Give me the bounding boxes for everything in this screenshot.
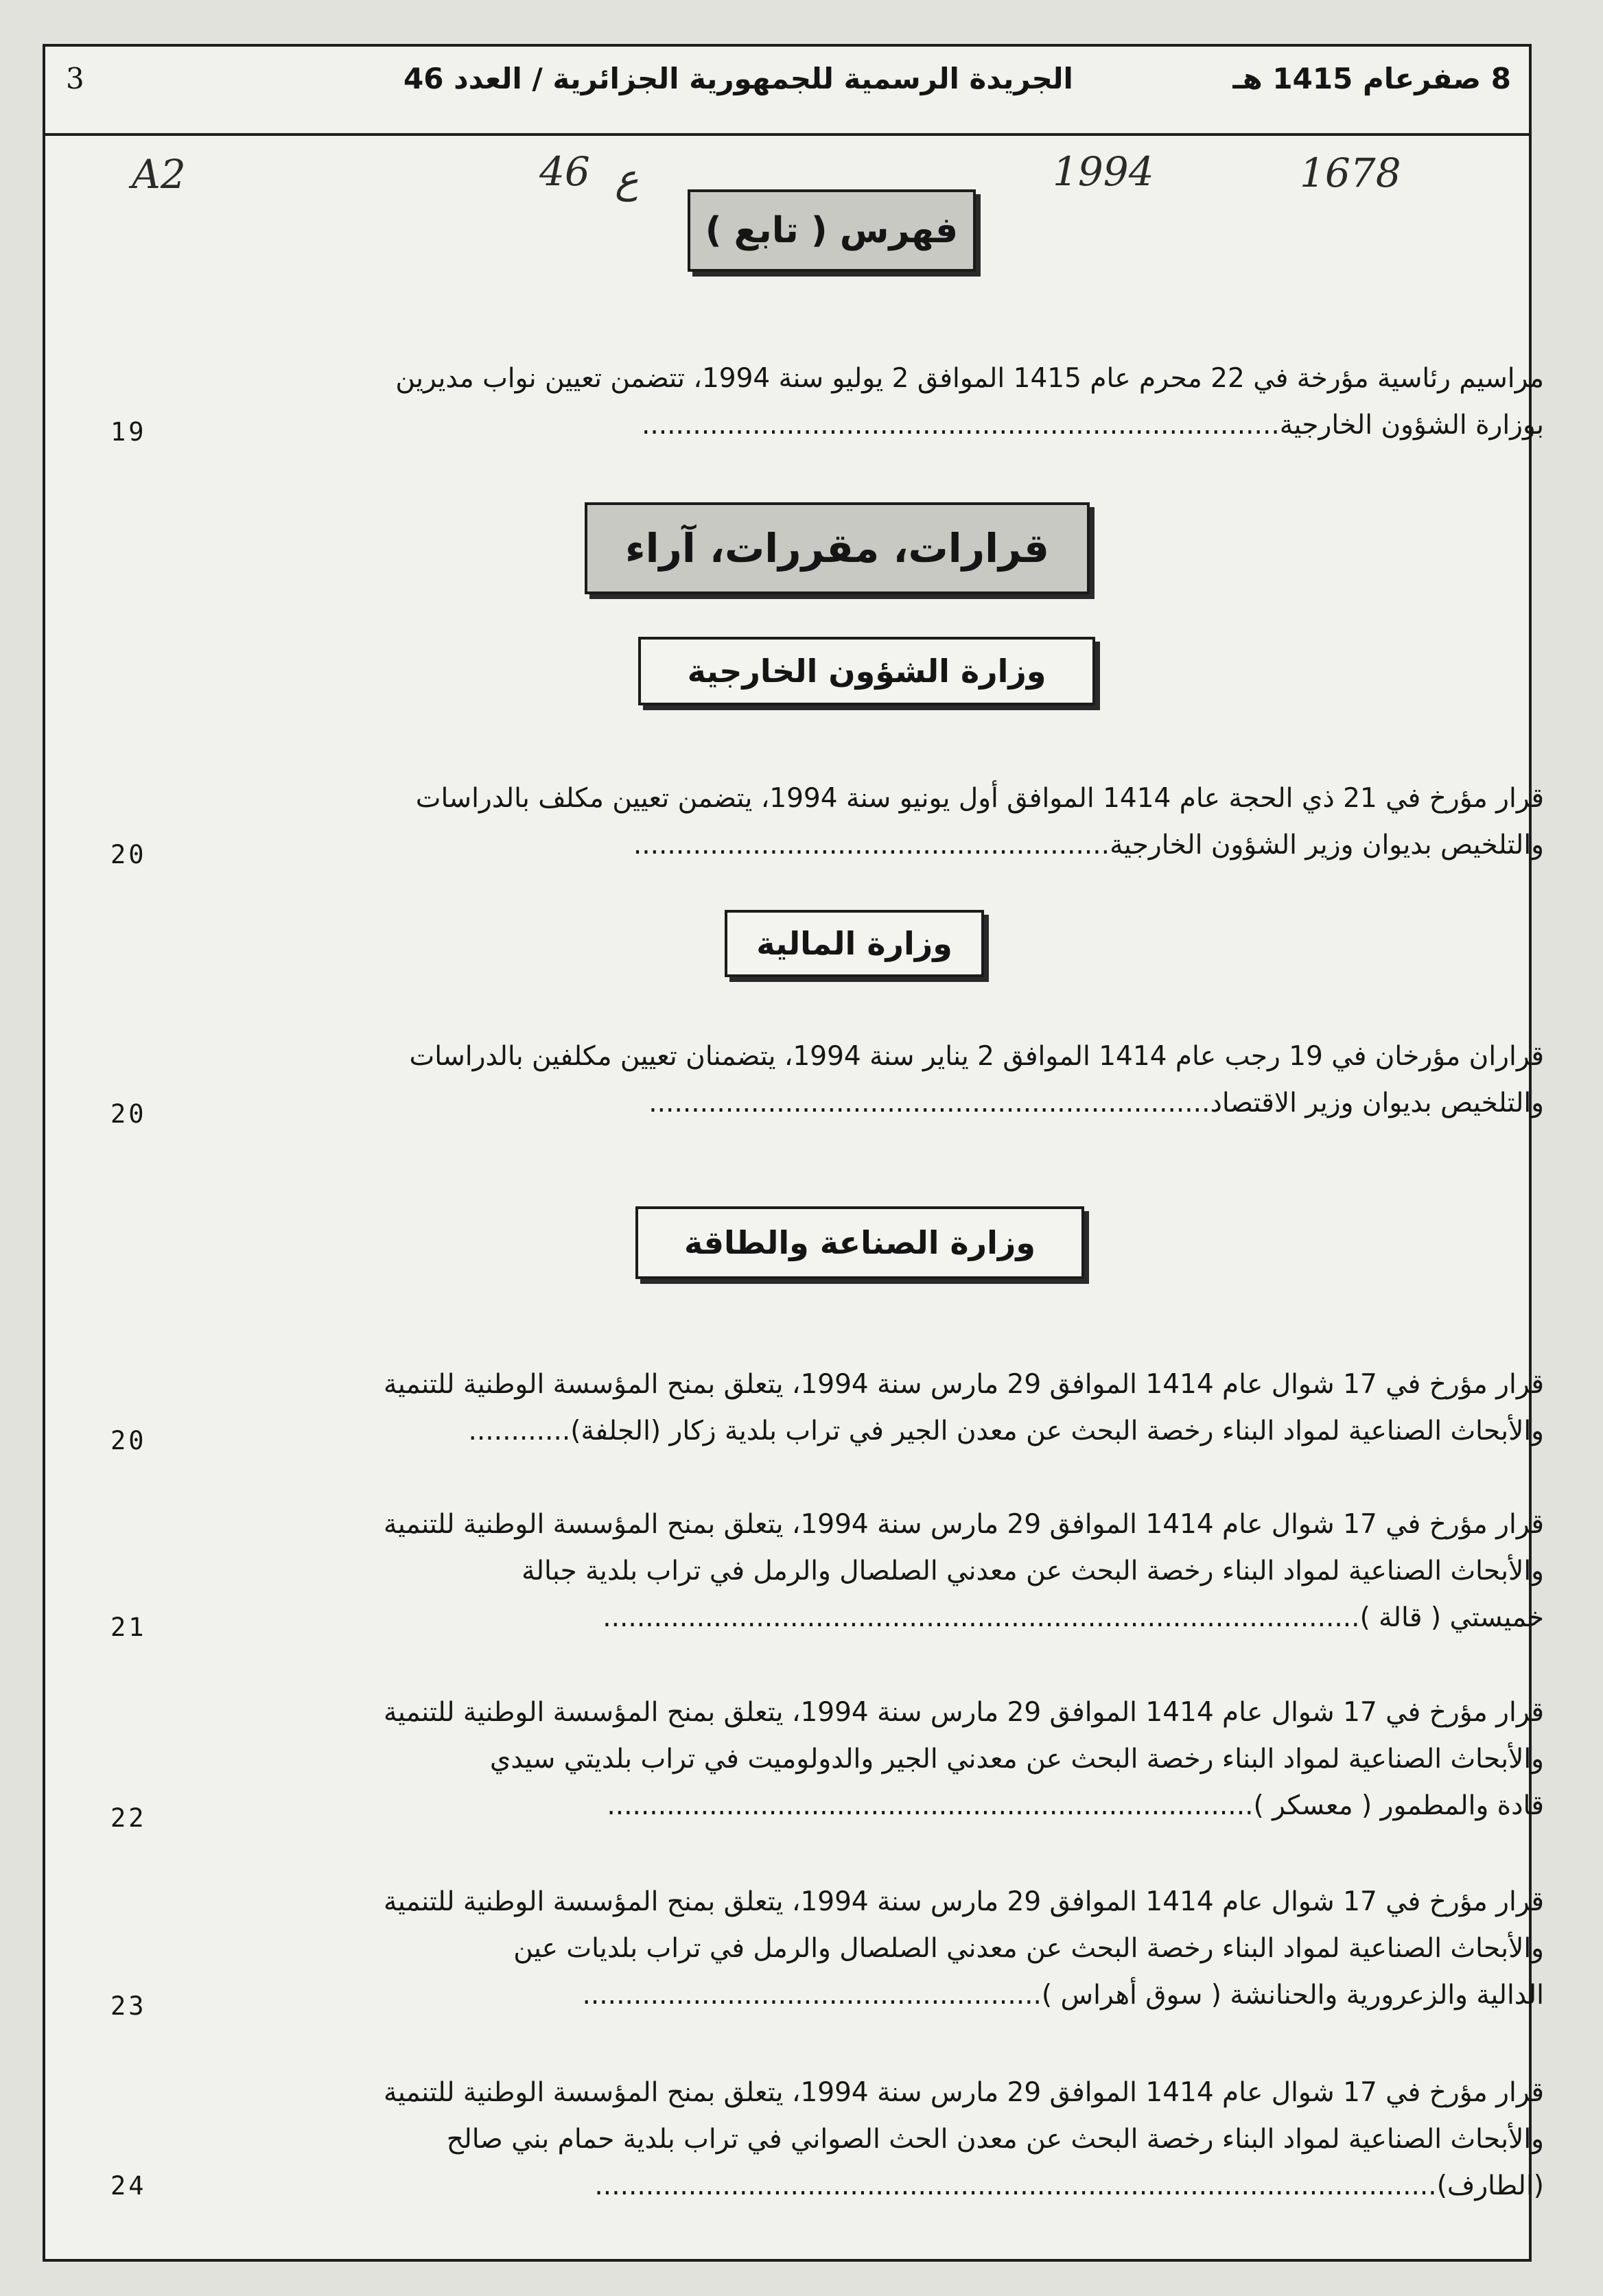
entry-page-number: 20 <box>110 840 147 869</box>
entry-industry-decision-3 <box>181 1689 1544 1829</box>
entry-presidential-decrees <box>181 355 1544 449</box>
ministry-industry-energy-heading: وزارة الصناعة والطاقة <box>635 1206 1084 1279</box>
page-header <box>45 47 1529 136</box>
entry-page-number: 20 <box>110 1426 147 1455</box>
entry-finance-decisions <box>181 1033 1544 1127</box>
ministry-foreign-affairs-heading: وزارة الشؤون الخارجية <box>638 637 1095 705</box>
entry-line: والأبحاث الصناعية لمواد البناء رخصة البحث عن معدن الجير في تراب بلدية زكار (الجلفة)............ <box>468 1416 1544 1446</box>
entry-page-number: 24 <box>110 2171 147 2201</box>
handwritten-letter: ع <box>615 155 639 202</box>
entry-line: قرار مؤرخ في 17 شوال عام 1414 الموافق 29 مارس سنة 1994، يتعلق بمنح المؤسسة الوطنية للتنمية <box>383 1886 1544 1917</box>
header-title: الجريدة الرسمية للجمهورية الجزائرية / العدد 46 <box>403 62 1073 95</box>
entry-line: والتلخيص بديوان وزير الشؤون الخارجية........................................................ <box>633 830 1544 860</box>
entry-industry-decision-4 <box>181 1879 1544 2019</box>
entry-line: خميستي ( قالة )......................................................................................... <box>602 1602 1544 1633</box>
entry-page-number: 19 <box>110 417 147 447</box>
entry-page-number: 21 <box>110 1613 147 1642</box>
index-title: فهرس ( تابع ) <box>688 189 976 272</box>
entry-line: والأبحاث الصناعية لمواد البناء رخصة البحث عن معدني الجير والدولوميت في تراب بلديتي سيدي <box>489 1744 1544 1774</box>
entry-line: والأبحاث الصناعية لمواد البناء رخصة البحث عن معدني الصلصال والرمل في تراب بلدية جبالة <box>522 1556 1544 1586</box>
entry-industry-decision-1 <box>181 1361 1544 1455</box>
entry-line: والتلخيص بديوان وزير الاقتصاد.................................................................. <box>648 1088 1544 1118</box>
entry-line: الدالية والزعرورية والحنانشة ( سوق أهراس )...................................................... <box>582 1980 1544 2011</box>
entry-foreign-affairs-decision <box>181 775 1544 869</box>
entry-line: قرار مؤرخ في 17 شوال عام 1414 الموافق 29 مارس سنة 1994، يتعلق بمنح المؤسسة الوطنية للتنمية <box>383 1509 1544 1540</box>
entry-page-number: 23 <box>110 1991 147 2021</box>
ministry-finance-heading: وزارة المالية <box>725 910 984 977</box>
entry-industry-decision-5 <box>181 2070 1544 2210</box>
entry-line: مراسيم رئاسية مؤرخة في 22 محرم عام 1415 الموافق 2 يوليو سنة 1994، تتضمن تعيين نواب مديرين <box>395 363 1544 394</box>
handwritten-issue-number: 46 <box>539 148 590 195</box>
entry-industry-decision-2 <box>181 1501 1544 1641</box>
entry-line: قادة والمطمور ( معسكر )............................................................................ <box>607 1790 1544 1821</box>
entry-line: (الطارف)................................................................................................... <box>594 2170 1544 2201</box>
entry-line: قرار مؤرخ في 17 شوال عام 1414 الموافق 29 مارس سنة 1994، يتعلق بمنح المؤسسة الوطنية للتنمية <box>383 1697 1544 1728</box>
entry-line: قرار مؤرخ في 17 شوال عام 1414 الموافق 29 مارس سنة 1994، يتعلق بمنح المؤسسة الوطنية للتنمية <box>383 1369 1544 1400</box>
handwritten-code: A2 <box>132 151 186 198</box>
entry-line: قرار مؤرخ في 21 ذي الحجة عام 1414 الموافق أول يونيو سنة 1994، يتضمن تعيين مكلف بالدراسات <box>415 783 1544 814</box>
header-page-number: 3 <box>66 62 84 95</box>
entry-page-number: 22 <box>110 1803 147 1833</box>
entry-line: والأبحاث الصناعية لمواد البناء رخصة البحث عن معدني الصلصال والرمل في تراب بلديات عين <box>513 1933 1544 1964</box>
handwritten-year: 1994 <box>1053 148 1154 195</box>
section-title: قرارات، مقررات، آراء <box>585 502 1090 594</box>
header-date: 8 صفرعام 1415 هـ <box>1232 62 1511 95</box>
entry-line: بوزارة الشؤون الخارجية........................................................................... <box>641 410 1544 441</box>
entry-page-number: 20 <box>110 1099 147 1129</box>
entry-line: قرار مؤرخ في 17 شوال عام 1414 الموافق 29 مارس سنة 1994، يتعلق بمنح المؤسسة الوطنية للتنمية <box>383 2077 1544 2108</box>
gazette-page <box>43 44 1544 2262</box>
entry-line: قراران مؤرخان في 19 رجب عام 1414 الموافق 2 يناير سنة 1994، يتضمنان تعيين مكلفين بالدراسات <box>409 1041 1544 1072</box>
handwritten-reference: 1678 <box>1300 150 1401 196</box>
entry-line: والأبحاث الصناعية لمواد البناء رخصة البحث عن معدن الحث الصواني في تراب بلدية حمام بني صالح <box>446 2124 1544 2155</box>
